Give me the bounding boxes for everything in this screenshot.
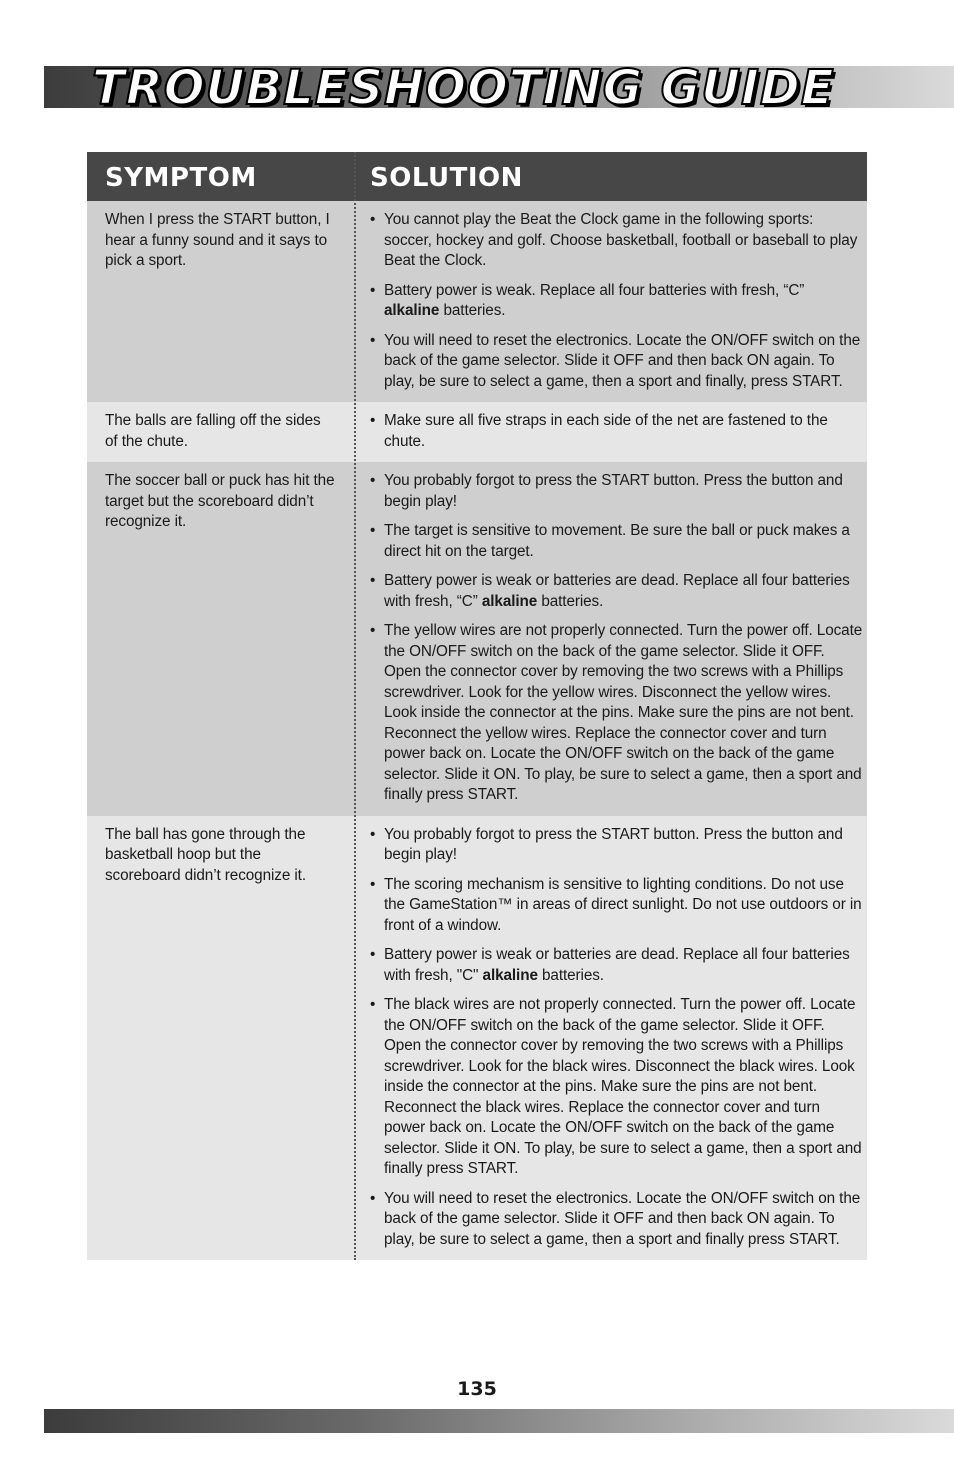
solution-item: • Make sure all five straps in each side of the net are fastened to the chute. xyxy=(370,411,863,452)
solution-cell xyxy=(355,402,867,462)
symptom-cell: The soccer ball or puck has hit the target but the scoreboard didn’t recognize it. xyxy=(105,472,335,530)
solution-cell xyxy=(355,201,867,402)
table-row xyxy=(87,816,867,1261)
table-row xyxy=(87,402,867,462)
page-title: TROUBLESHOOTING GUIDE xyxy=(92,60,835,116)
troubleshooting-table xyxy=(87,152,867,1260)
solution-item: • The target is sensitive to movement. Be sure the ball or puck makes a direct hit on the target. xyxy=(370,521,863,562)
solution-item: • You will need to reset the electronics. Locate the ON/OFF switch on the back of the game selector. Slide it OFF and then back ON again. To play, be sure to select a game, then a sport and finally, press START. xyxy=(370,331,863,393)
solution-item: • Battery power is weak. Replace all four batteries with fresh, “C” alkaline batteries. xyxy=(370,281,863,322)
column-divider xyxy=(354,152,356,1260)
footer-banner xyxy=(44,1409,954,1433)
solution-item: • You will need to reset the electronics. Locate the ON/OFF switch on the back of the game selector. Slide it OFF and then back ON again. To play, be sure to select a game, then a sport and finally press START. xyxy=(370,1189,863,1251)
solution-item: • You probably forgot to press the START button. Press the button and begin play! xyxy=(370,471,863,512)
symptom-cell: The balls are falling off the sides of the chute. xyxy=(105,412,321,450)
symptom-cell: When I press the START button, I hear a funny sound and it says to pick a sport. xyxy=(105,211,330,269)
page-number: 135 xyxy=(457,1378,497,1400)
table-header xyxy=(87,152,867,201)
solution-cell xyxy=(355,462,867,816)
solution-item: • The yellow wires are not properly connected. Turn the power off. Locate the ON/OFF switch on the back of the game selector. Slide it OFF. Open the connector cover by removing the two screws with a Phillips screwdriver. Look for the yellow wires. Disconnect the yellow wires. Look inside the connector at the pins. Make sure the pins are not bent. Reconnect the yellow wires. Replace the connector cover and turn power back on. Locate the ON/OFF switch on the back of the game selector. Slide it ON. To play, be sure to select a game, then a sport and finally press START. xyxy=(370,621,863,806)
solution-item: • The scoring mechanism is sensitive to lighting conditions. Do not use the GameStation™ in areas of direct sunlight. Do not use outdoors or in front of a window. xyxy=(370,875,863,937)
table-row xyxy=(87,201,867,402)
table-body xyxy=(87,201,867,1260)
solution-cell xyxy=(355,816,867,1261)
solution-item: • You cannot play the Beat the Clock game in the following sports: soccer, hockey and golf. Choose basketball, football or baseball to play Beat the Clock. xyxy=(370,210,863,272)
table-row xyxy=(87,462,867,816)
solution-item: • Battery power is weak or batteries are dead. Replace all four batteries with fresh, “C” alkaline batteries. xyxy=(370,571,863,612)
solution-header: SOLUTION xyxy=(370,163,523,193)
solution-item: • Battery power is weak or batteries are dead. Replace all four batteries with fresh, "C" alkaline batteries. xyxy=(370,945,863,986)
solution-item: • The black wires are not properly connected. Turn the power off. Locate the ON/OFF switch on the back of the game selector. Slide it OFF. Open the connector cover by removing the two screws with a Phillips screwdriver. Look for the black wires. Disconnect the black wires. Look inside the connector at the pins. Make sure the pins are not bent. Reconnect the black wires. Replace the connector cover and turn power back on. Locate the ON/OFF switch on the back of the game selector. Slide it ON. To play, be sure to select a game, then a sport and finally press START. xyxy=(370,995,863,1180)
solution-item: • You probably forgot to press the START button. Press the button and begin play! xyxy=(370,825,863,866)
symptom-header: SYMPTOM xyxy=(105,163,257,193)
symptom-cell: The ball has gone through the basketball hoop but the scoreboard didn’t recognize it. xyxy=(105,825,306,884)
